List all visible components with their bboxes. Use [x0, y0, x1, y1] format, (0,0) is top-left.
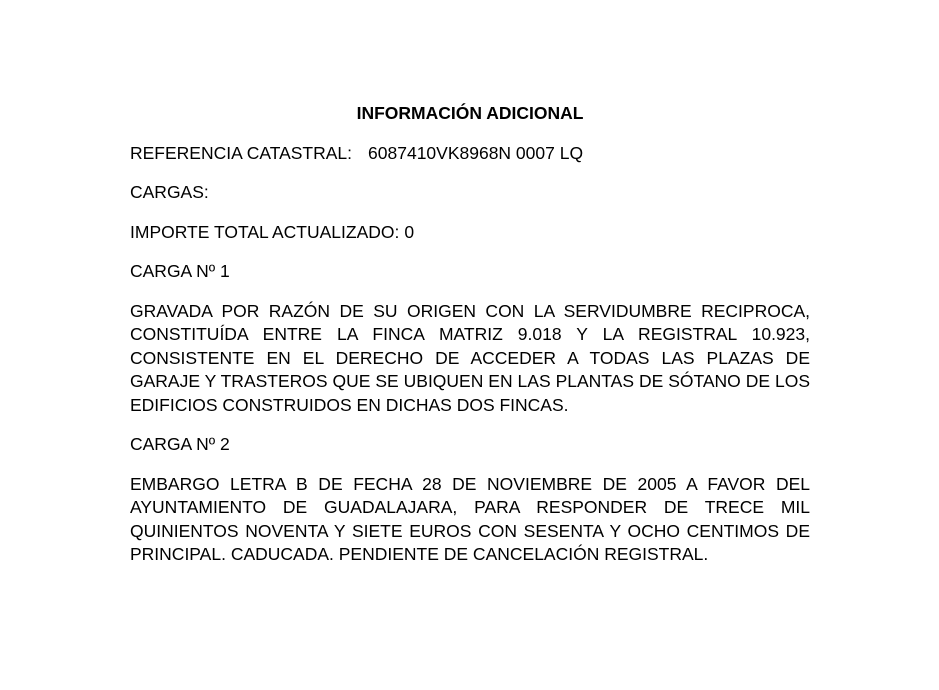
- carga-1-heading: CARGA Nº 1: [130, 261, 230, 281]
- referencia-catastral-value: 6087410VK8968N 0007 LQ: [368, 142, 584, 163]
- referencia-catastral-line: [130, 142, 810, 166]
- cargas-label: CARGAS:: [130, 182, 209, 202]
- referencia-catastral-label: REFERENCIA CATASTRAL:: [130, 142, 353, 163]
- document-title: INFORMACIÓN ADICIONAL: [356, 103, 584, 123]
- importe-total-line: [130, 221, 810, 245]
- carga-2-section: [130, 433, 810, 567]
- carga-1-body: GRAVADA POR RAZÓN DE SU ORIGEN CON LA SERVIDUMBRE RECIPROCA, CONSTITUÍDA ENTRE LA FINCA MATRIZ 9.018 Y LA REGISTRAL 10.923, CONSISTENTE EN EL DERECHO DE ACCEDER A TODAS LAS PLAZAS DE GARAJE Y TRASTEROS QUE SE UBIQUEN EN LAS PLANTAS DE SÓTANO DE LOS EDIFICIOS CONSTRUIDOS EN DICHAS DOS FINCAS.: [130, 300, 810, 415]
- carga-2-body: EMBARGO LETRA B DE FECHA 28 DE NOVIEMBRE DE 2005 A FAVOR DEL AYUNTAMIENTO DE GUADALAJARA, PARA RESPONDER DE TRECE MIL QUINIENTOS NOVENTA Y SIETE EUROS CON SESENTA Y OCHO CENTIMOS DE PRINCIPAL. CADUCADA. PENDIENTE DE CANCELACIÓN REGISTRAL.: [130, 473, 810, 564]
- importe-total-value: 0: [404, 221, 415, 242]
- importe-total-label: IMPORTE TOTAL ACTUALIZADO:: [130, 221, 400, 242]
- cargas-section-label: [130, 181, 810, 205]
- carga-1-section: [130, 260, 810, 417]
- carga-2-heading: CARGA Nº 2: [130, 434, 230, 454]
